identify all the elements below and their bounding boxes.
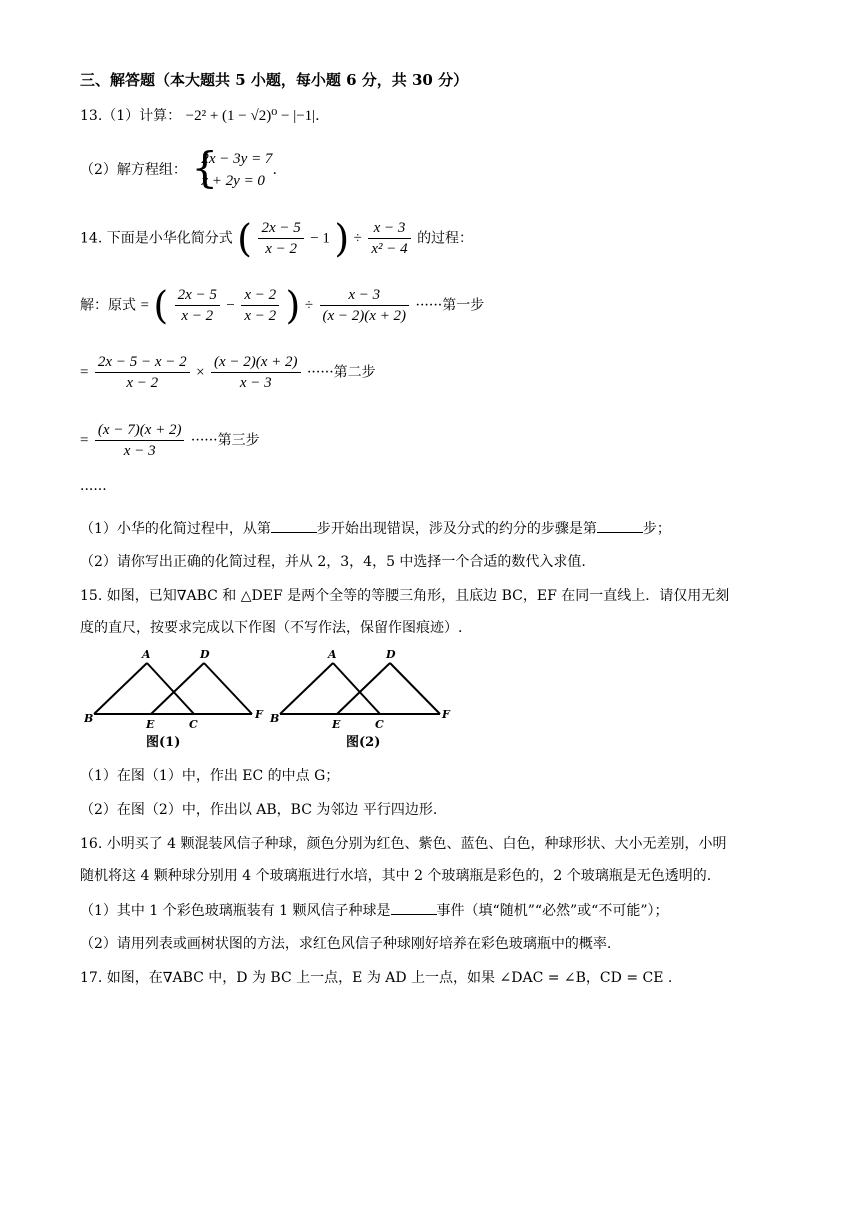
triangle-diagrams (84, 648, 484, 754)
fraction: $\frac{(x - 2)(x + 2)}{x - 3}$ (211, 352, 301, 393)
equation-1: 2x − 3y = 7 (201, 151, 273, 167)
fraction: $\frac{(x - 7)(x + 2)}{x - 3}$ (95, 420, 185, 461)
fraction: $\frac{2x - 5}{x - 2}$ (175, 285, 220, 326)
label-b: B (270, 712, 280, 725)
label-a: A (328, 648, 337, 661)
label-a: A (142, 648, 151, 661)
label-c: C (375, 718, 384, 731)
label-e: E (332, 718, 341, 731)
label-c: C (189, 718, 198, 731)
answer-blank[interactable] (597, 518, 643, 533)
q14-sub1-c: 步； (642, 521, 671, 537)
q16-sub2: （2）请用列表或画树状图的方法，求红色风信子种球刚好培养在彩色玻璃瓶中的概率. (80, 936, 612, 952)
q14-intro-suffix: 的过程： (417, 230, 474, 247)
q13-part2-prefix: （2）解方程组： (80, 162, 187, 178)
q13-part2: （2）解方程组： { 2x − 3y = 7 x + 2y = 0 . (80, 143, 277, 192)
section-title: 三、解答题（本大题共 5 小题，每小题 6 分，共 30 分） (80, 71, 469, 89)
answer-blank[interactable] (271, 518, 317, 533)
q15-sub2: （2）在图（2）中，作出以 AB，BC 为邻边 平行四边形. (80, 802, 438, 818)
step-label: ······第三步 (190, 432, 260, 449)
q16-line2: 随机将这 4 颗种球分别用 4 个玻璃瓶进行水培，其中 2 个玻璃瓶是彩色的，2 个玻璃瓶是无色透明的. (80, 868, 712, 884)
q14-step3: = $\frac{(x - 7)(x + 2)}{x - 3}$ ······第三步 (80, 422, 260, 459)
q15-sub1: （1）在图（1）中，作出 EC 的中点 G； (80, 768, 340, 784)
q14-step1-prefix: 解：原式 (80, 297, 136, 314)
label-f: F (255, 708, 263, 721)
q14-intro: 14. 下面是小华化简分式 ( $\frac{2x - 5}{x - 2}$ − 1 ) ÷ $\frac{x - 3}{\text{x² − 4}}$ 的过程： (80, 216, 474, 261)
fraction: $\frac{x - 2}{x - 2}$ (241, 285, 279, 326)
equation-system: { 2x − 3y = 7 x + 2y = 0 (191, 143, 273, 192)
label-b: B (84, 712, 94, 725)
q16-sub1-b: 事件（填“随机”“必然”或“不可能”）； (436, 903, 669, 919)
fraction: $\frac{2x - 5}{x - 2}$ (258, 218, 303, 259)
q15-figures (84, 648, 484, 758)
step-label: ······第一步 (415, 297, 485, 314)
figure-1-caption: 图(1) (146, 735, 181, 750)
q16-sub1-a: （1）其中 1 个彩色玻璃瓶装有 1 颗风信子种球是 (80, 903, 391, 919)
q14-sub1-b: 步开始出现错误，涉及分式的约分的步骤是第 (316, 521, 597, 537)
label-e: E (146, 718, 155, 731)
q13-part1-prefix: 13.（1）计算： (80, 108, 182, 124)
label-f: F (442, 708, 450, 721)
q14-sub1 (80, 518, 671, 539)
q14-step1: 解：原式 = ( $\frac{2x - 5}{x - 2}$ − $\frac{x - 2}{x - 2}$ ) ÷ $\frac{x - 3}{(x - 2)(x + 2)}$ ······第一步 (80, 283, 485, 328)
q17-line1: 17. 如图，在∇ABC 中，D 为 BC 上一点，E 为 AD 上一点，如果 ∠DAC = ∠B，CD = CE . (80, 970, 673, 986)
q13-part1-expr: −2² + (1 − √2)⁰ − |−1| (185, 108, 316, 124)
q15-line2: 度的直尺，按要求完成以下作图（不写作法，保留作图痕迹）. (80, 620, 463, 636)
equation-2: x + 2y = 0 (201, 173, 265, 189)
q15-line1: 15. 如图，已知∇ABC 和 △DEF 是两个全等的等腰三角形，且底边 BC，EF 在同一直线上．请仅用无刻 (80, 588, 730, 604)
q16-line1: 16. 小明买了 4 颗混装风信子种球，颜色分别为红色、紫色、蓝色、白色，种球形状、大小无差别，小明 (80, 836, 727, 852)
figure-2-caption: 图(2) (346, 735, 381, 750)
fraction: $\frac{x - 3}{\text{x² − 4}}$ (368, 218, 410, 259)
q14-sub2: （2）请你写出正确的化简过程，并从 2，3，4，5 中选择一个合适的数代入求值. (80, 554, 586, 570)
label-d: D (200, 648, 210, 661)
label-d: D (386, 648, 396, 661)
q14-step2: = $\frac{2x - 5 - x - 2}{x - 2}$ × $\frac{(x - 2)(x + 2)}{x - 3}$ ······第二步 (80, 354, 376, 391)
q14-intro-prefix: 14. 下面是小华化简分式 (80, 230, 233, 247)
fraction: $\frac{x - 3}{(x - 2)(x + 2)}$ (320, 285, 410, 326)
answer-blank[interactable] (391, 900, 437, 915)
q14-ellipsis: ······ (80, 482, 107, 498)
q16-sub1 (80, 900, 668, 921)
step-label: ······第二步 (306, 364, 376, 381)
q14-sub1-a: （1）小华的化简过程中，从第 (80, 521, 271, 537)
fraction: $\frac{2x - 5 - x - 2}{x - 2}$ (95, 352, 190, 393)
q13-part1: 13.（1）计算： −2² + (1 − √2)⁰ − |−1|. (80, 108, 320, 124)
